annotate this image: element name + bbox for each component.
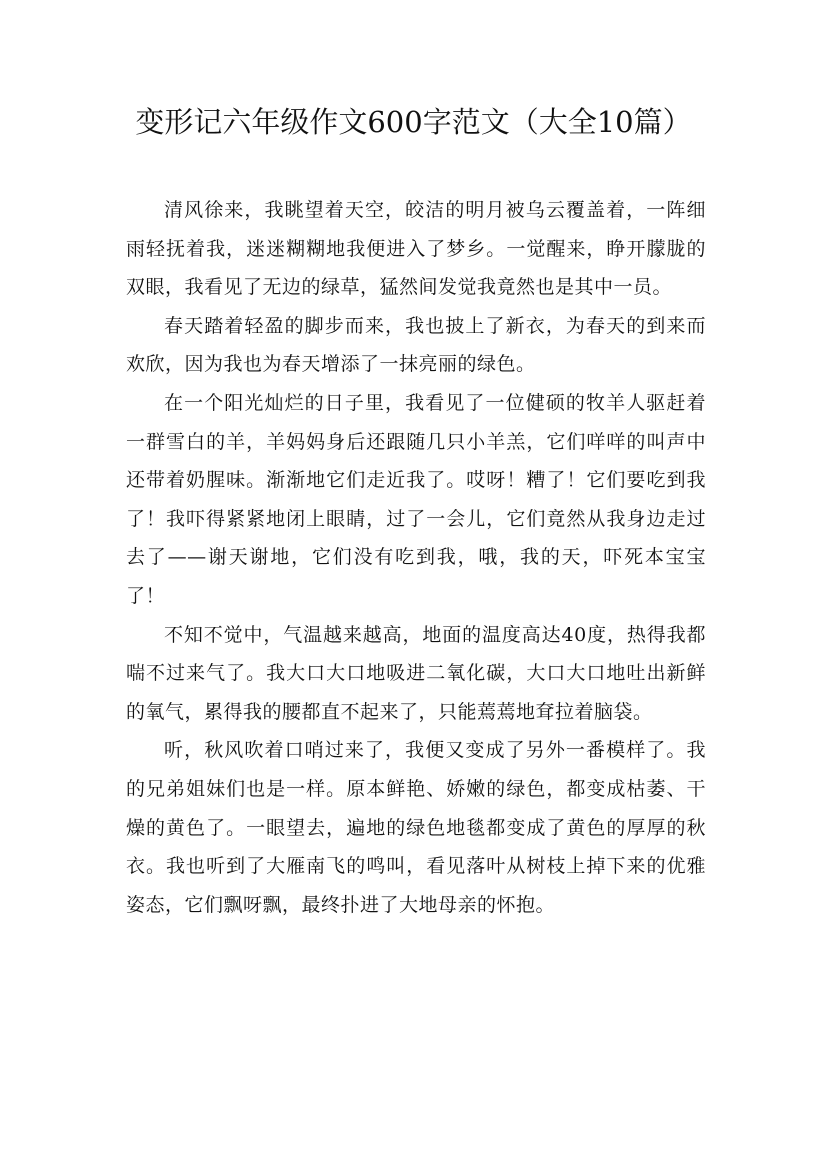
paragraph-4: 不知不觉中，气温越来越高，地面的温度高达40度，热得我都喘不过来气了。我大口大口地吸进二氧化碳，大口大口地吐出新鲜的氧气，累得我的腰都直不起来了，只能蔫蔫地耷拉着脑袋。 [126,623,706,723]
document-body [126,191,706,924]
document-title: 变形记六年级作文600字范文（大全10篇） [135,105,692,139]
paragraph-1: 清风徐来，我眺望着天空，皎洁的明月被乌云覆盖着，一阵细雨轻抚着我，迷迷糊糊地我便进入了梦乡。一觉醒来，睁开朦胧的双眼，我看见了无边的绿草，猛然间发觉我竟然也是其中一员。 [126,199,706,299]
paragraph-3: 在一个阳光灿烂的日子里，我看见了一位健硕的牧羊人驱赶着一群雪白的羊，羊妈妈身后还跟随几只小羊羔，它们咩咩的叫声中还带着奶腥味。渐渐地它们走近我了。哎呀！糟了！它们要吃到我了！我吓得紧紧地闭上眼睛，过了一会儿，它们竟然从我身边走过去了——谢天谢地，它们没有吃到我，哦，我的天，吓死本宝宝了！ [126,391,706,607]
paragraph-2: 春天踏着轻盈的脚步而来，我也披上了新衣，为春天的到来而欢欣，因为我也为春天增添了一抹亮丽的绿色。 [126,314,706,376]
paragraph-5: 听，秋风吹着口哨过来了，我便又变成了另外一番模样了。我的兄弟姐妹们也是一样。原本鲜艳、娇嫩的绿色，都变成枯萎、干燥的黄色了。一眼望去，遍地的绿色地毯都变成了黄色的厚厚的秋衣。我也听到了大雁南飞的鸣叫，看见落叶从树枝上掉下来的优雅姿态，它们飘呀飘，最终扑进了大地母亲的怀抱。 [126,739,706,916]
